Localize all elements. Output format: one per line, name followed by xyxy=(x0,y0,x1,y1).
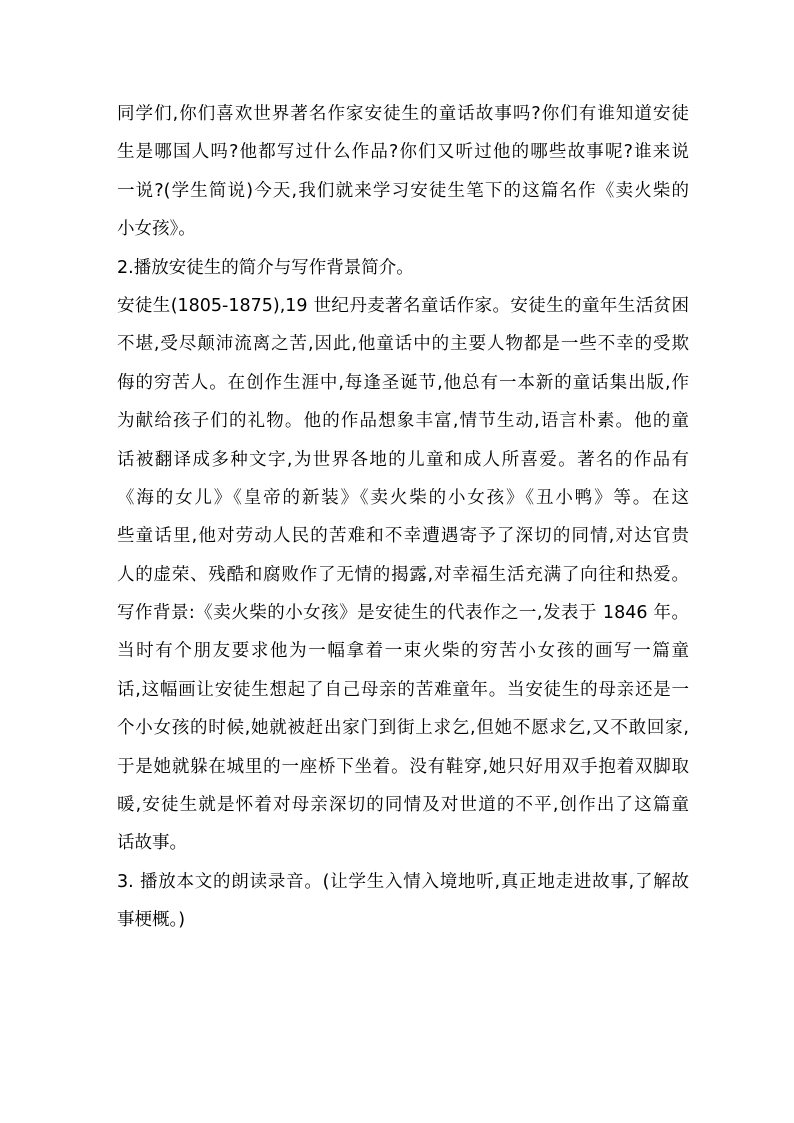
text-line: 同学们,你们喜欢世界著名作家安徒生的童话故事吗?你们有谁知道安徒 xyxy=(117,104,689,124)
text-line: 些童话里,他对劳动人民的苦难和不幸遭遇寄予了深切的同情,对达官贵 xyxy=(117,526,689,547)
text-line: 暖,安徒生就是怀着对母亲深切的同情及对世道的不平,创作出了这篇童 xyxy=(117,795,689,816)
document-body xyxy=(117,95,689,940)
text-line: 话,这幅画让安徒生想起了自己母亲的苦难童年。当安徒生的母亲还是一 xyxy=(117,679,689,700)
text-line: 个小女孩的时候,她就被赶出家门到街上求乞,但她不愿求乞,又不敢回家, xyxy=(117,718,689,739)
text-line: 话被翻译成多种文字,为世界各地的儿童和成人所喜爱。著名的作品有 xyxy=(117,449,689,470)
text-line: 当时有个朋友要求他为一幅拿着一束火柴的穷苦小女孩的画写一篇童 xyxy=(117,641,689,662)
text-line: 《海的女儿》《皇帝的新装》《卖火柴的小女孩》《丑小鸭》等。在这 xyxy=(117,487,689,508)
text-line: 事梗概。) xyxy=(117,910,186,931)
text-line: 3. 播放本文的朗读录音。(让学生入情入境地听,真正地走进故事,了解故 xyxy=(117,871,689,892)
text-line: 话故事。 xyxy=(117,833,187,854)
text-line: 小女孩》。 xyxy=(117,219,196,240)
text-line: 人的虚荣、残酷和腐败作了无情的揭露,对幸福生活充满了向往和热爱。 xyxy=(117,564,689,585)
text-line: 侮的穷苦人。在创作生涯中,每逢圣诞节,他总有一本新的童话集出版,作 xyxy=(117,372,689,393)
text-line: 不堪,受尽颠沛流离之苦,因此,他童话中的主要人物都是一些不幸的受欺 xyxy=(117,334,689,355)
text-line: 一说?(学生简说)今天,我们就来学习安徒生笔下的这篇名作《卖火柴的 xyxy=(117,180,689,201)
text-line: 写作背景:《卖火柴的小女孩》是安徒生的代表作之一,发表于 1846 年。 xyxy=(117,603,689,624)
text-line: 2.播放安徒生的简介与写作背景简介。 xyxy=(117,257,414,278)
text-line: 为献给孩子们的礼物。他的作品想象丰富,情节生动,语言朴素。他的童 xyxy=(117,411,689,432)
text-line: 安徒生(1805-1875),19 世纪丹麦著名童话作家。安徒生的童年生活贫困 xyxy=(117,295,689,316)
text-line: 生是哪国人吗?他都写过什么作品?你们又听过他的哪些故事呢?谁来说 xyxy=(117,142,689,163)
text-line: 于是她就躲在城里的一座桥下坐着。没有鞋穿,她只好用双手抱着双脚取 xyxy=(117,756,689,777)
